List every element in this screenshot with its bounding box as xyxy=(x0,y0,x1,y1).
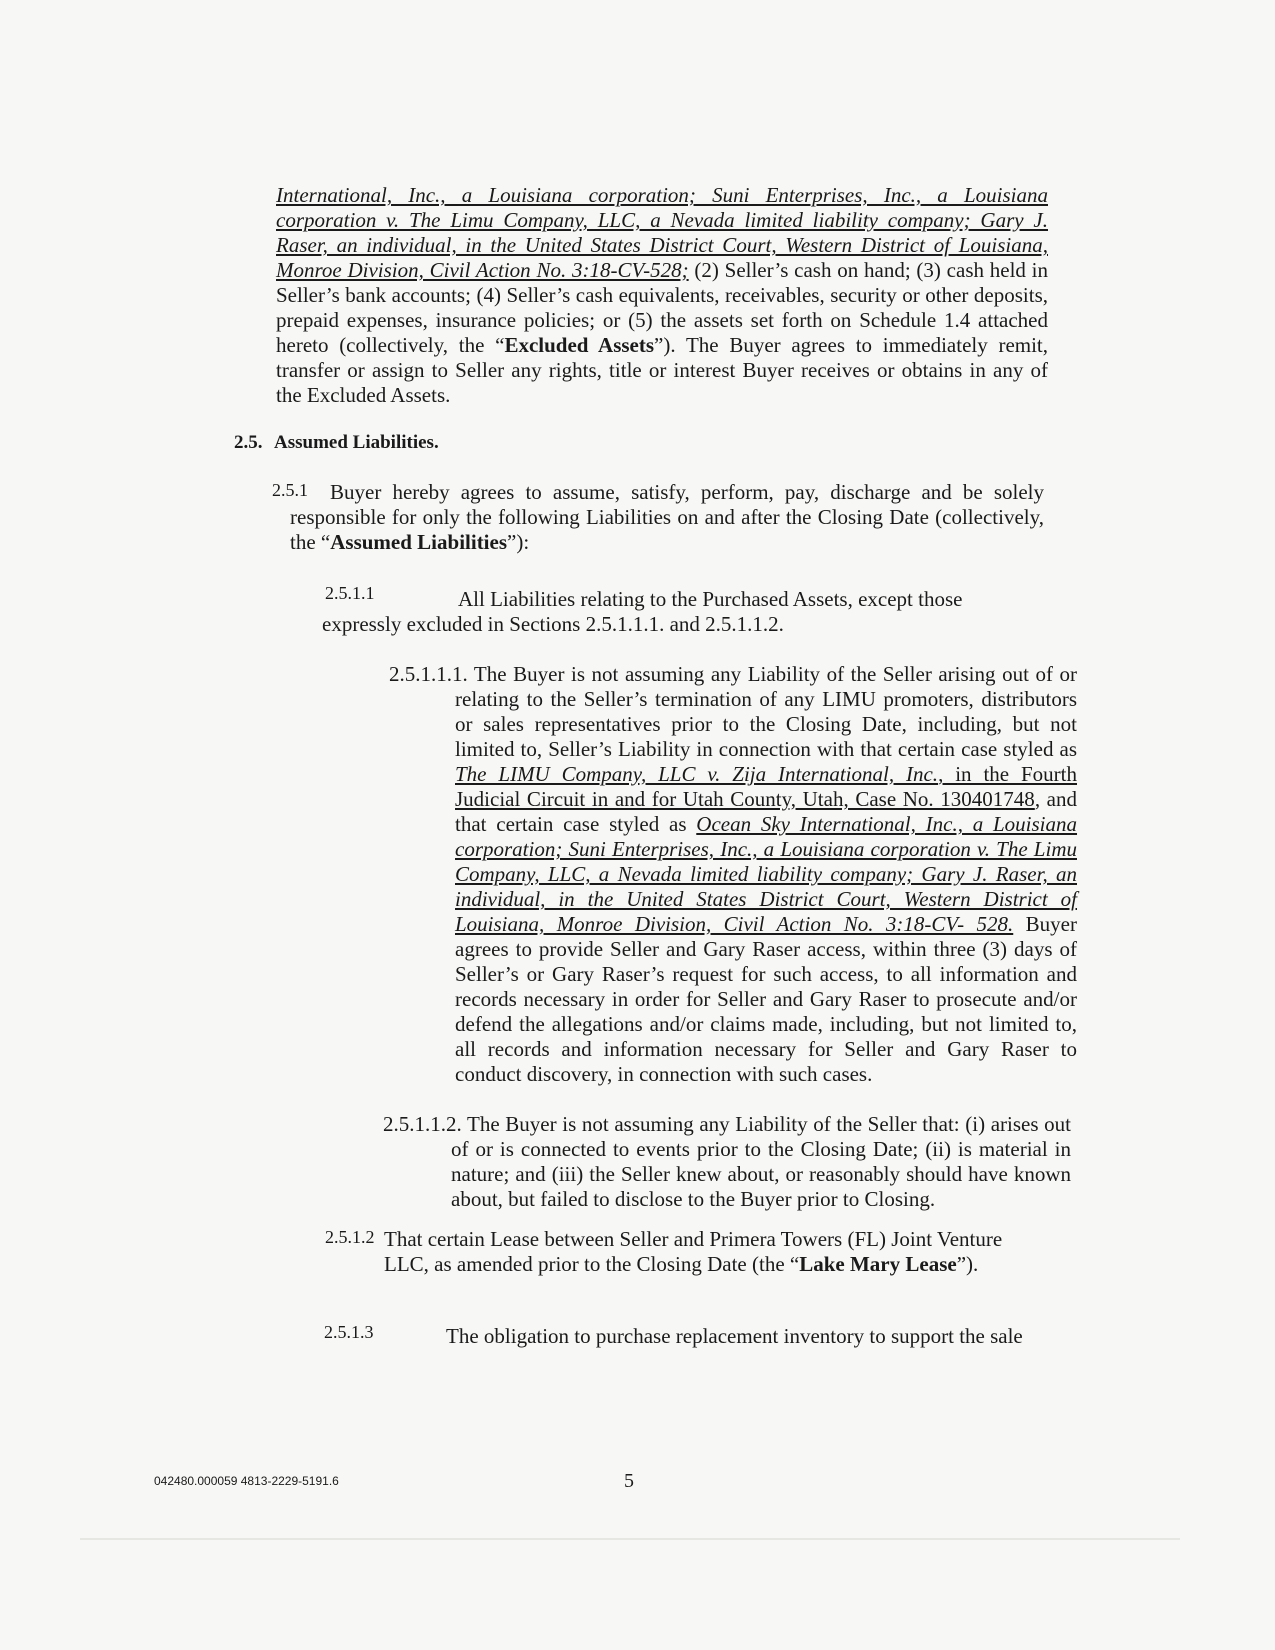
scan-edge-shadow xyxy=(80,1538,1180,1540)
section-2-5-1-1-2-number: 2.5.1.1.2. xyxy=(383,1112,462,1136)
section-2-5-1-1-1-number: 2.5.1.1.1. xyxy=(389,662,468,686)
section-2-5-number: 2.5. xyxy=(234,432,263,453)
excluded-assets-paragraph: International, Inc., a Louisiana corporation; Suni Enterprises, Inc., a Louisiana corporation v. The Limu Company, LLC, a Nevada limited liability company; Gary J. Raser, an individual, in the United States District Court, Western District of Louisiana, Monroe Division, Civil Action No. 3:18-CV-528; (2) Seller’s cash on hand; (3) cash held in Seller’s bank accounts; (4) Seller’s cash equivalents, receivables, security or other deposits, prepaid expenses, insurance policies; or (5) the assets set forth on Schedule 1.4 attached hereto (collectively, the “Excluded Assets”). The Buyer agrees to immediately remit, transfer or assign to Seller any rights, title or interest Buyer receives or obtains in any of the Excluded Assets. xyxy=(276,183,1049,407)
section-2-5-1-3-text: The obligation to purchase replacement inventory to support the sale xyxy=(446,1324,1023,1348)
section-2-5-1-text: Buyer hereby agrees to assume, satisfy, perform, pay, discharge and be solely responsible for only the following Liabilities on and after the Closing Date (collectively, the “Assumed Liabilities”): xyxy=(290,480,1044,554)
section-2-5-title: Assumed Liabilities. xyxy=(274,432,439,453)
section-2-5-1-1-1-text: 2.5.1.1.1. The Buyer is not assuming any Liability of the Seller arising out of or relating to the Seller’s termination of any LIMU promoters, distributors or sales representatives prior to the Closing Date, including, but not limited to, Seller’s Liability in connection with that certain case styled as The LIMU Company, LLC v. Zija International, Inc., in the Fourth Judicial Circuit in and for Utah County, Utah, Case No. 130401748, and that certain case styled as Ocean Sky International, Inc., a Louisiana corporation; Suni Enterprises, Inc., a Louisiana corporation v. The Limu Company, LLC, a Nevada limited liability company; Gary J. Raser, an individual, in the United States District Court, Western District of Louisiana, Monroe Division, Civil Action No. 3:18-CV- 528. Buyer agrees to provide Seller and Gary Raser access, within three (3) days of Seller’s or Gary Raser’s request for such access, to all information and records necessary in order for Seller and Gary Raser to prosecute and/or defend the allegations and/or claims made, including, but not limited to, all records and information necessary for Seller and Gary Raser to conduct discovery, in connection with such cases. xyxy=(389,662,1078,1086)
section-2-5-1-2-text: That certain Lease between Seller and Primera Towers (FL) Joint Venture LLC, as amended prior to the Closing Date (the “Lake Mary Lease”). xyxy=(384,1227,1003,1276)
defined-term: Excluded Assets xyxy=(504,333,655,357)
section-2-5-1-number: 2.5.1 xyxy=(272,480,308,500)
document-id: 042480.000059 4813-2229-5191.6 xyxy=(154,1474,339,1488)
page-number: 5 xyxy=(624,1470,634,1492)
section-2-5-1-1-line2: expressly excluded in Sections 2.5.1.1.1. and 2.5.1.1.2. xyxy=(322,612,784,636)
case-citation: Ocean Sky International, Inc., a Louisiana corporation; Suni Enterprises, Inc., a Louisiana corporation v. The Limu Company, LLC, a Nevada limited liability company; Gary J. Raser, an individual, in the United States District Court, Western District of Louisiana, Monroe Division, Civil Action No. 3:18-CV- 528. xyxy=(455,812,1078,936)
defined-term: Assumed Liabilities xyxy=(330,530,508,554)
section-2-5-1-2-number: 2.5.1.2 xyxy=(325,1227,375,1247)
section-2-5-1-1-2-text: 2.5.1.1.2. The Buyer is not assuming any Liability of the Seller that: (i) arises out of or is connected to events prior to the Closing Date; (ii) is material in nature; and (iii) the Seller knew about, or reasonably should have known about, but failed to disclose to the Buyer prior to Closing. xyxy=(383,1112,1071,1211)
section-2-5-1-1-number: 2.5.1.1 xyxy=(325,583,375,603)
case-citation: International, Inc., a Louisiana corporation; Suni Enterprises, Inc., a Louisiana corporation v. The Limu Company, LLC, a Nevada limited liability company; Gary J. Raser, an individual, in the United States District Court, Western District of Louisiana, Monroe Division, Civil Action No. 3:18-CV-528; xyxy=(276,183,1048,282)
case-citation: The LIMU Company, LLC v. Zija International, Inc. xyxy=(455,762,939,786)
defined-term: Lake Mary Lease xyxy=(799,1252,957,1276)
section-2-5-1-3-number: 2.5.1.3 xyxy=(324,1322,374,1342)
section-2-5-1-1-line1: All Liabilities relating to the Purchased Assets, except those xyxy=(458,587,963,611)
